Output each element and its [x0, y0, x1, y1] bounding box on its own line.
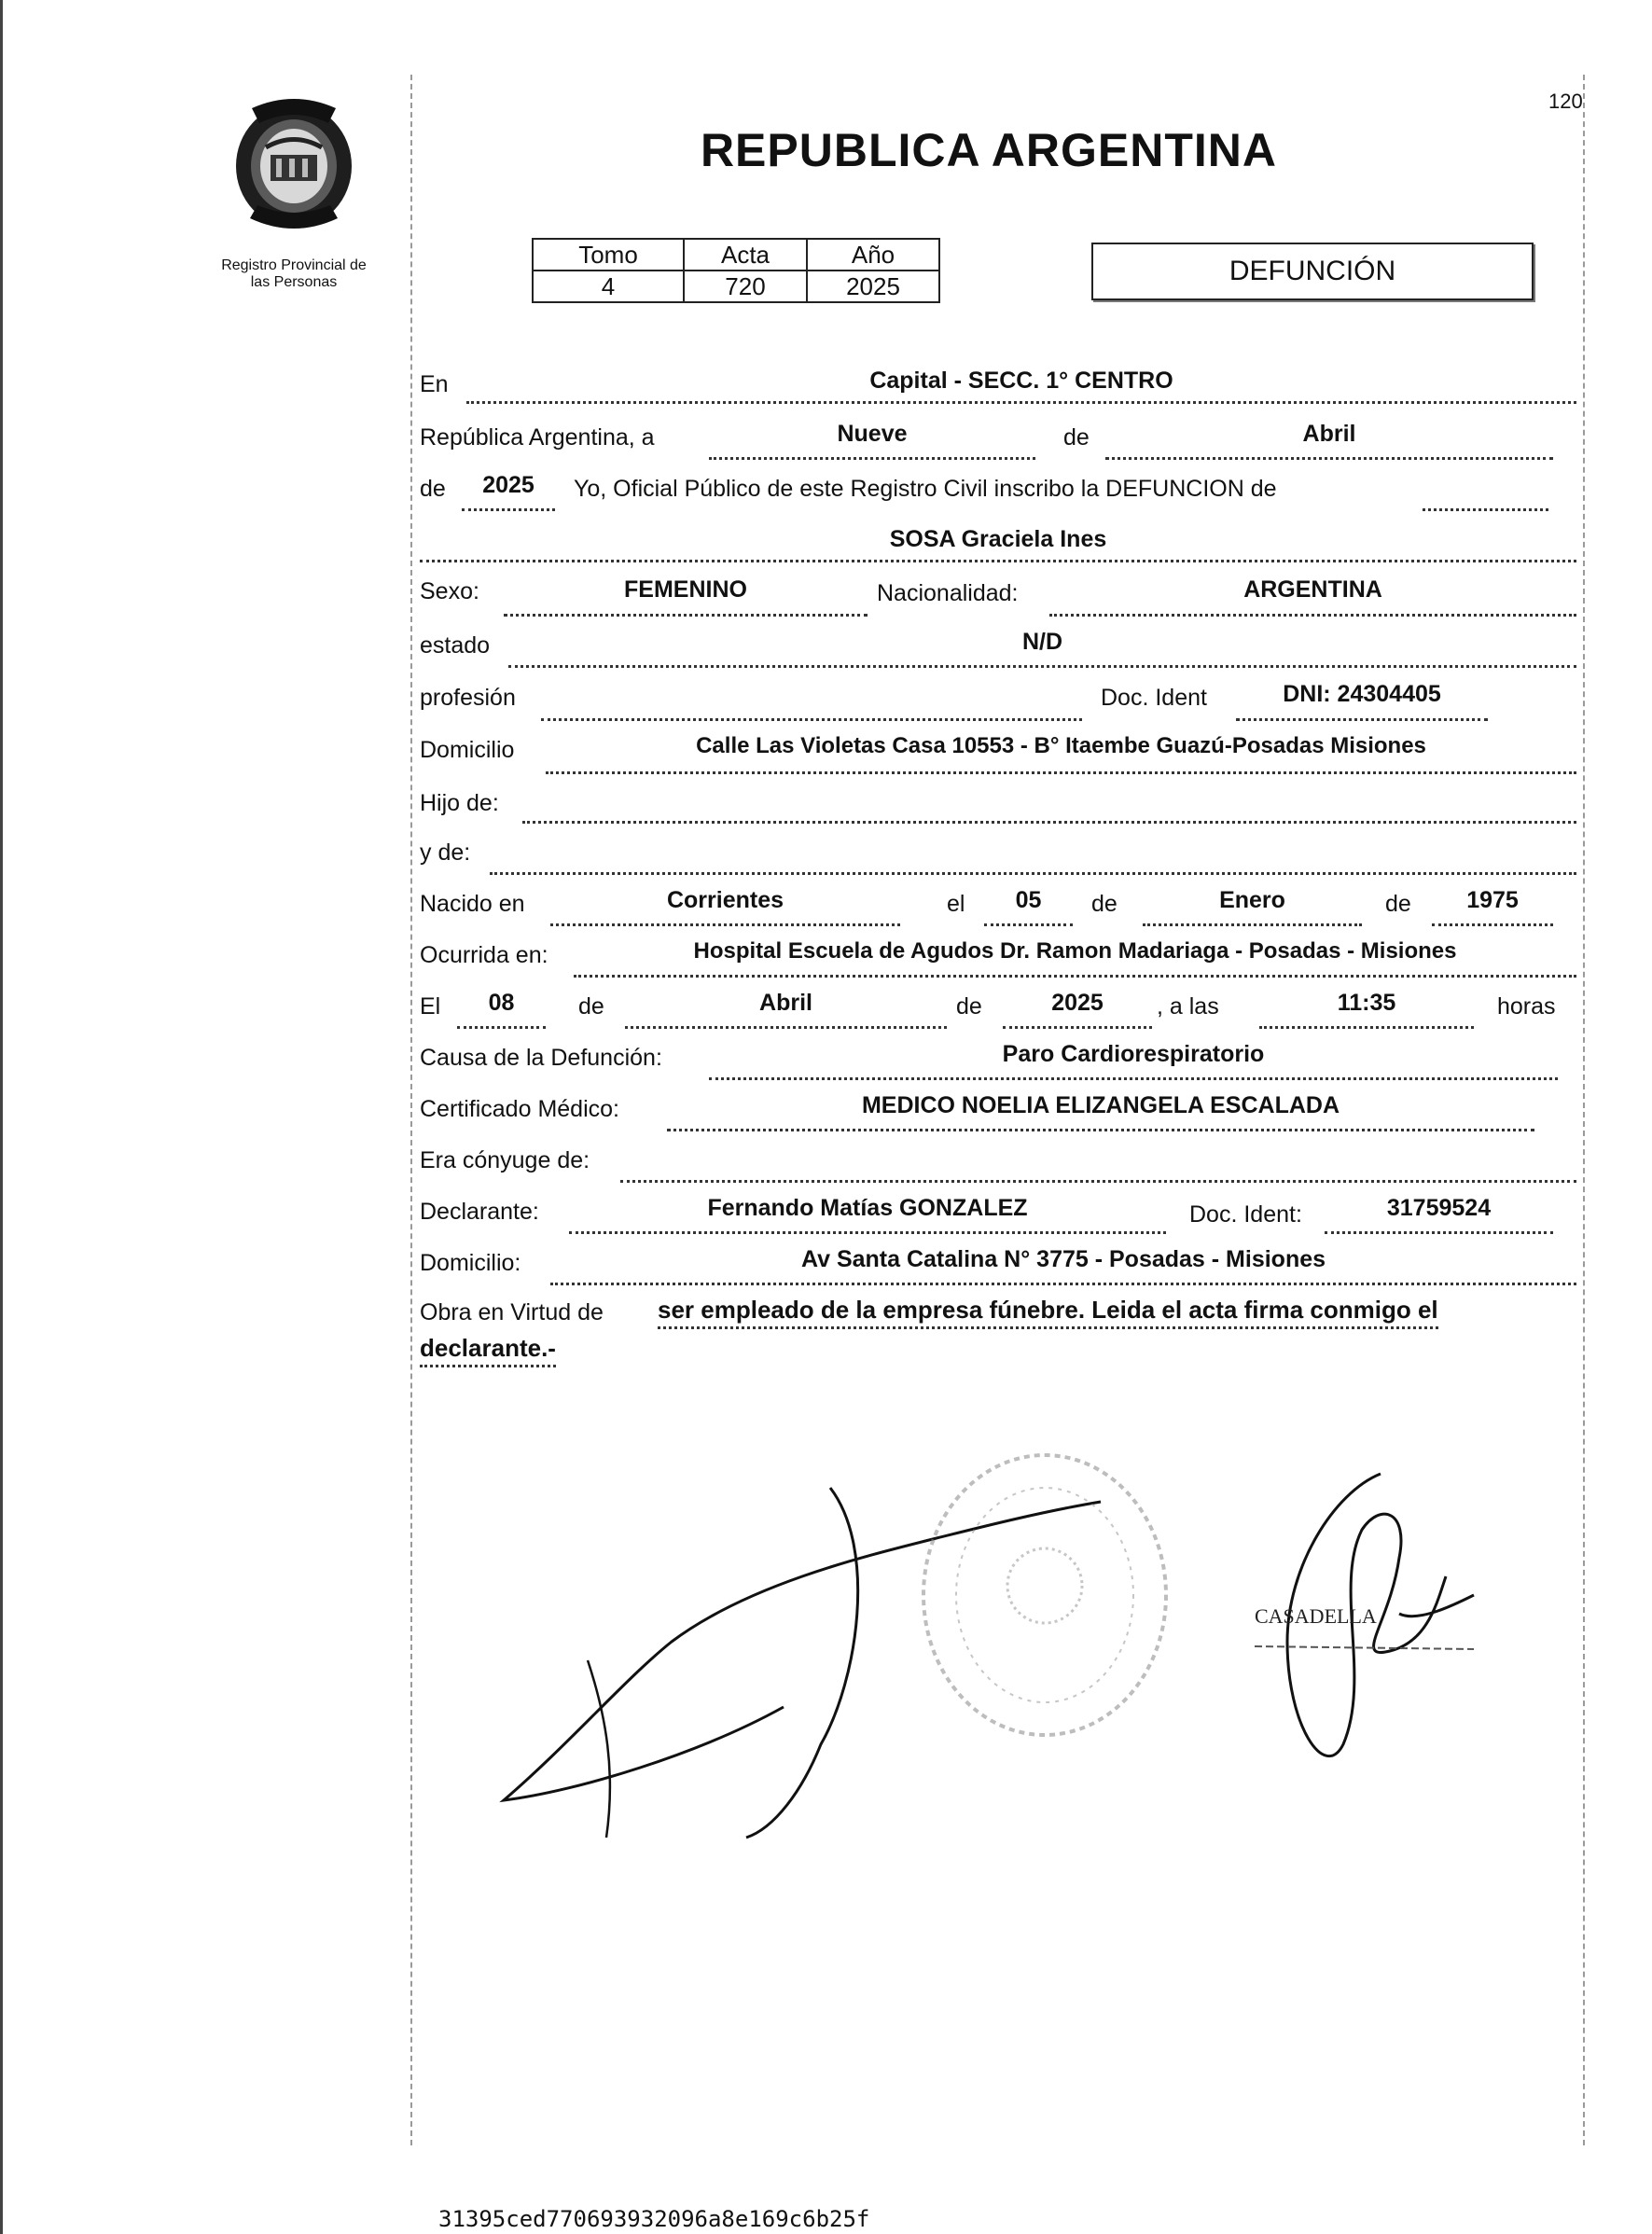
en-value: Capital - SECC. 1° CENTRO [869, 368, 1173, 394]
record-table-value-row [533, 271, 939, 302]
declarante-line [569, 1231, 1166, 1234]
certificado-value: MEDICO NOELIA ELIZANGELA ESCALADA [861, 1092, 1340, 1118]
death-day-line [457, 1026, 546, 1029]
ocurrida-label: Ocurrida en: [420, 942, 548, 968]
domicilio2-value: Av Santa Catalina N° 3775 - Posadas - Misiones [800, 1246, 1326, 1272]
declarante-doc-label: Doc. Ident: [1189, 1201, 1302, 1228]
birth-day: 05 [1015, 887, 1042, 913]
domicilio2-line [550, 1283, 1576, 1285]
registry-label-line1: Registro Provincial de [221, 257, 367, 273]
hijo-label: Hijo de: [420, 790, 499, 816]
obra-value-line2: declarante.- [420, 1334, 556, 1367]
certificado-line [667, 1129, 1534, 1131]
death-de2-label: de [956, 993, 982, 1020]
year-value: 2025 [482, 472, 534, 498]
registry-label-line2: las Personas [250, 274, 338, 290]
conyuge-line [620, 1180, 1576, 1183]
estado-value: N/D [1021, 629, 1063, 655]
nacido-value: Corrientes [666, 887, 784, 913]
acta-header: Acta [684, 239, 807, 271]
birth-month: Enero [1219, 887, 1285, 913]
declarante-doc-value: 31759524 [1386, 1195, 1492, 1221]
death-day: 08 [488, 990, 515, 1016]
birth-el-label: el [947, 891, 965, 917]
doc-ident-line [1236, 718, 1488, 721]
causa-label: Causa de la Defunción: [420, 1045, 662, 1071]
declarante-signature [504, 1488, 1101, 1838]
official-stamp [923, 1455, 1166, 1735]
record-table-header-row [533, 239, 939, 271]
record-table [532, 238, 940, 303]
domicilio-label: Domicilio [420, 737, 515, 763]
death-time-line [1259, 1026, 1474, 1029]
sexo-line [504, 614, 868, 617]
causa-value: Paro Cardiorespiratorio [1002, 1041, 1265, 1067]
left-margin-line [410, 75, 412, 2145]
alas-label: , a las [1157, 993, 1219, 1020]
declarante-signature-stroke2 [588, 1660, 610, 1838]
month-de-label: de [1063, 424, 1090, 451]
domicilio-value: Calle Las Violetas Casa 10553 - B° Itaembe Guazú-Posadas Misiones [696, 733, 1426, 758]
birth-day-line [984, 923, 1073, 926]
death-de1-label: de [578, 993, 604, 1020]
republica-label: República Argentina, a [420, 424, 655, 451]
tomo-header: Tomo [533, 239, 684, 271]
certificado-label: Certificado Médico: [420, 1096, 619, 1122]
province-seal-icon [224, 90, 364, 239]
declarante-value: Fernando Matías GONZALEZ [707, 1195, 1028, 1221]
acta-value: 720 [684, 271, 807, 302]
sexo-value: FEMENINO [624, 576, 747, 603]
nacionalidad-label: Nacionalidad: [877, 580, 1019, 606]
year-de-label: de [420, 476, 446, 502]
day-line [709, 457, 1035, 460]
estado-label: estado [420, 632, 491, 659]
ocurrida-value: Hospital Escuela de Agudos Dr. Ramon Madariaga - Posadas - Misiones [693, 938, 1457, 964]
declarante-label: Declarante: [420, 1199, 539, 1225]
page-left-edge [0, 0, 3, 2234]
doc-ident-label: Doc. Ident [1101, 685, 1207, 711]
birth-year-line [1432, 923, 1553, 926]
deceased-name-line [420, 560, 1576, 562]
oficial-text: Yo, Oficial Público de este Registro Civil inscribo la DEFUNCION de [574, 476, 1277, 502]
signatures-and-stamp [466, 1436, 1586, 1856]
profesion-line [541, 718, 1082, 721]
horas-label: horas [1497, 993, 1556, 1020]
profesion-label: profesión [420, 685, 516, 711]
officer-stamp-text: CASADELLA [1255, 1604, 1377, 1628]
oficial-trailing-line [1423, 508, 1548, 511]
estado-line [508, 665, 1576, 668]
doc-ident-value: DNI: 24304405 [1283, 681, 1441, 707]
death-month: Abril [759, 990, 812, 1016]
year-line [462, 508, 555, 511]
nacionalidad-value: ARGENTINA [1243, 576, 1382, 603]
nacido-label: Nacido en [420, 891, 525, 917]
hijo-line [522, 821, 1576, 824]
death-year-line [1003, 1026, 1152, 1029]
domicilio2-label: Domicilio: [420, 1250, 521, 1276]
conyuge-label: Era cónyuge de: [420, 1147, 590, 1173]
death-time: 11:35 [1337, 990, 1396, 1016]
en-line [466, 401, 1576, 404]
sexo-label: Sexo: [420, 578, 479, 604]
birth-de2-label: de [1385, 891, 1411, 917]
obra-label: Obra en Virtud de [420, 1299, 604, 1325]
ano-header: Año [807, 239, 939, 271]
yde-label: y de: [420, 839, 471, 866]
domicilio-line [546, 771, 1576, 774]
birth-month-line [1143, 923, 1362, 926]
record-type-box: DEFUNCIÓN [1091, 243, 1534, 300]
death-el-label: El [420, 993, 441, 1020]
day-value: Nueve [837, 421, 908, 447]
death-month-line [625, 1026, 947, 1029]
obra-value-line1: ser empleado de la empresa fúnebre. Leida el acta firma conmigo el [658, 1296, 1438, 1329]
yde-line [490, 872, 1576, 875]
birth-year: 1975 [1466, 887, 1519, 913]
tomo-value: 4 [533, 271, 684, 302]
declarante-doc-line [1325, 1231, 1553, 1234]
birth-de1-label: de [1091, 891, 1118, 917]
ocurrida-line [574, 975, 1576, 978]
registry-label [187, 257, 401, 291]
month-line [1105, 457, 1553, 460]
deceased-name: SOSA Graciela Ines [889, 526, 1107, 552]
page-title: REPUBLICA ARGENTINA [700, 124, 1278, 176]
month-value: Abril [1302, 421, 1356, 447]
causa-line [709, 1077, 1558, 1080]
page-number: 120 [1548, 90, 1583, 113]
en-label: En [420, 371, 449, 397]
nacido-line [550, 923, 900, 926]
ano-value: 2025 [807, 271, 939, 302]
document-hash: 31395ced770693932096a8e169c6b25f [438, 2206, 870, 2232]
nacionalidad-line [1049, 614, 1576, 617]
death-year: 2025 [1051, 990, 1104, 1016]
